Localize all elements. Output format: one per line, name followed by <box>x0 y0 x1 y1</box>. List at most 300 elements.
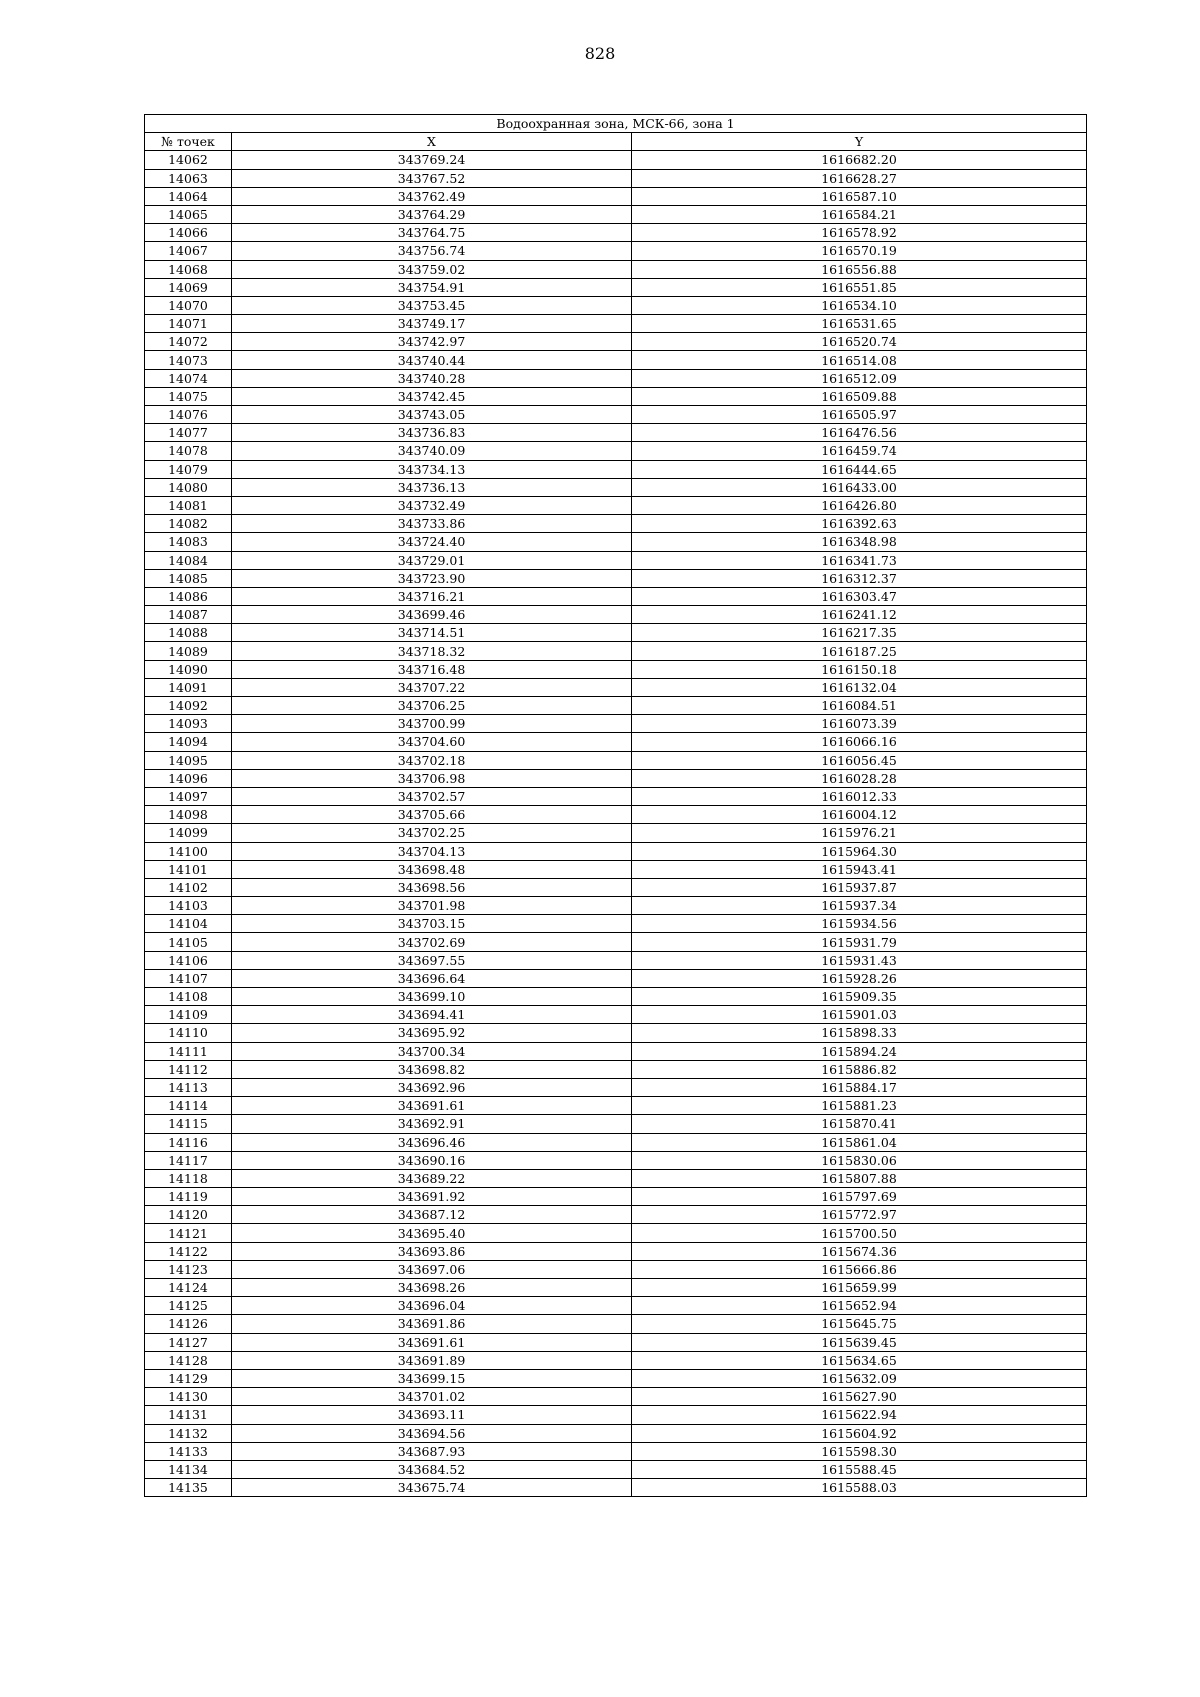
cell-y: 1615588.45 <box>632 1460 1087 1478</box>
table-row <box>145 751 1087 769</box>
table-row <box>145 1297 1087 1315</box>
cell-x: 343687.12 <box>232 1206 632 1224</box>
cell-x: 343723.90 <box>232 569 632 587</box>
table-row <box>145 1260 1087 1278</box>
cell-x: 343764.75 <box>232 224 632 242</box>
cell-y: 1615622.94 <box>632 1406 1087 1424</box>
table-row <box>145 315 1087 333</box>
table-title: Водоохранная зона, МСК-66, зона 1 <box>145 115 1087 133</box>
table-row <box>145 1042 1087 1060</box>
cell-x: 343742.45 <box>232 387 632 405</box>
cell-x: 343701.98 <box>232 897 632 915</box>
table-row <box>145 1460 1087 1478</box>
cell-x: 343699.15 <box>232 1369 632 1387</box>
table-row <box>145 678 1087 696</box>
cell-y: 1616505.97 <box>632 406 1087 424</box>
cell-point-number: 14129 <box>145 1369 232 1387</box>
cell-point-number: 14106 <box>145 951 232 969</box>
cell-point-number: 14126 <box>145 1315 232 1333</box>
cell-x: 343724.40 <box>232 533 632 551</box>
cell-point-number: 14099 <box>145 824 232 842</box>
cell-point-number: 14097 <box>145 787 232 805</box>
cell-x: 343707.22 <box>232 678 632 696</box>
table-row <box>145 1006 1087 1024</box>
table-row <box>145 1479 1087 1497</box>
cell-point-number: 14134 <box>145 1460 232 1478</box>
table-row <box>145 842 1087 860</box>
table-row <box>145 806 1087 824</box>
table-row <box>145 424 1087 442</box>
table-row <box>145 897 1087 915</box>
cell-x: 343729.01 <box>232 551 632 569</box>
cell-x: 343740.09 <box>232 442 632 460</box>
cell-x: 343736.13 <box>232 478 632 496</box>
column-header-y: Y <box>632 133 1087 151</box>
cell-y: 1615901.03 <box>632 1006 1087 1024</box>
cell-x: 343706.25 <box>232 697 632 715</box>
cell-y: 1616512.09 <box>632 369 1087 387</box>
cell-x: 343742.97 <box>232 333 632 351</box>
table-row <box>145 478 1087 496</box>
cell-point-number: 14103 <box>145 897 232 915</box>
cell-y: 1615934.56 <box>632 915 1087 933</box>
cell-point-number: 14128 <box>145 1351 232 1369</box>
cell-x: 343704.13 <box>232 842 632 860</box>
cell-point-number: 14071 <box>145 315 232 333</box>
cell-point-number: 14074 <box>145 369 232 387</box>
cell-x: 343692.91 <box>232 1115 632 1133</box>
cell-x: 343696.46 <box>232 1133 632 1151</box>
cell-point-number: 14069 <box>145 278 232 296</box>
cell-y: 1616433.00 <box>632 478 1087 496</box>
table-row <box>145 1406 1087 1424</box>
cell-x: 343697.55 <box>232 951 632 969</box>
cell-x: 343702.69 <box>232 933 632 951</box>
table-row <box>145 969 1087 987</box>
cell-point-number: 14125 <box>145 1297 232 1315</box>
table-row <box>145 460 1087 478</box>
cell-x: 343691.92 <box>232 1188 632 1206</box>
coordinates-table <box>144 114 1087 1497</box>
cell-point-number: 14110 <box>145 1024 232 1042</box>
cell-y: 1616392.63 <box>632 515 1087 533</box>
table-row <box>145 1060 1087 1078</box>
cell-x: 343691.61 <box>232 1333 632 1351</box>
cell-x: 343704.60 <box>232 733 632 751</box>
cell-x: 343684.52 <box>232 1460 632 1478</box>
cell-point-number: 14120 <box>145 1206 232 1224</box>
table-row <box>145 569 1087 587</box>
cell-x: 343716.21 <box>232 587 632 605</box>
cell-y: 1615652.94 <box>632 1297 1087 1315</box>
table-row <box>145 1115 1087 1133</box>
table-row <box>145 260 1087 278</box>
table-row <box>145 1388 1087 1406</box>
cell-point-number: 14092 <box>145 697 232 715</box>
cell-point-number: 14093 <box>145 715 232 733</box>
cell-x: 343740.28 <box>232 369 632 387</box>
cell-x: 343689.22 <box>232 1169 632 1187</box>
table-row <box>145 169 1087 187</box>
cell-y: 1616056.45 <box>632 751 1087 769</box>
cell-y: 1616217.35 <box>632 624 1087 642</box>
table-row <box>145 1333 1087 1351</box>
cell-x: 343700.34 <box>232 1042 632 1060</box>
cell-y: 1615881.23 <box>632 1097 1087 1115</box>
cell-x: 343703.15 <box>232 915 632 933</box>
cell-y: 1615830.06 <box>632 1151 1087 1169</box>
cell-x: 343698.82 <box>232 1060 632 1078</box>
cell-point-number: 14117 <box>145 1151 232 1169</box>
cell-y: 1616341.73 <box>632 551 1087 569</box>
table-row <box>145 187 1087 205</box>
cell-y: 1616556.88 <box>632 260 1087 278</box>
cell-y: 1615931.79 <box>632 933 1087 951</box>
table-title-row <box>145 115 1087 133</box>
cell-x: 343691.61 <box>232 1097 632 1115</box>
cell-point-number: 14124 <box>145 1279 232 1297</box>
cell-point-number: 14084 <box>145 551 232 569</box>
cell-point-number: 14098 <box>145 806 232 824</box>
table-row <box>145 1279 1087 1297</box>
cell-y: 1615604.92 <box>632 1424 1087 1442</box>
cell-y: 1615674.36 <box>632 1242 1087 1260</box>
cell-y: 1616028.28 <box>632 769 1087 787</box>
cell-point-number: 14131 <box>145 1406 232 1424</box>
cell-x: 343754.91 <box>232 278 632 296</box>
cell-y: 1615634.65 <box>632 1351 1087 1369</box>
cell-x: 343697.06 <box>232 1260 632 1278</box>
cell-y: 1616348.98 <box>632 533 1087 551</box>
cell-point-number: 14107 <box>145 969 232 987</box>
table-row <box>145 1369 1087 1387</box>
cell-y: 1616073.39 <box>632 715 1087 733</box>
cell-x: 343699.10 <box>232 988 632 1006</box>
table-body <box>145 151 1087 1497</box>
cell-y: 1615886.82 <box>632 1060 1087 1078</box>
table-row <box>145 1315 1087 1333</box>
cell-point-number: 14089 <box>145 642 232 660</box>
cell-point-number: 14085 <box>145 569 232 587</box>
cell-y: 1615632.09 <box>632 1369 1087 1387</box>
cell-x: 343743.05 <box>232 406 632 424</box>
cell-point-number: 14115 <box>145 1115 232 1133</box>
cell-point-number: 14082 <box>145 515 232 533</box>
page-number: 828 <box>584 44 616 63</box>
table-row <box>145 351 1087 369</box>
cell-y: 1616509.88 <box>632 387 1087 405</box>
cell-point-number: 14086 <box>145 587 232 605</box>
cell-point-number: 14083 <box>145 533 232 551</box>
cell-point-number: 14123 <box>145 1260 232 1278</box>
cell-y: 1615870.41 <box>632 1115 1087 1133</box>
cell-x: 343702.25 <box>232 824 632 842</box>
cell-point-number: 14067 <box>145 242 232 260</box>
cell-point-number: 14091 <box>145 678 232 696</box>
cell-point-number: 14114 <box>145 1097 232 1115</box>
cell-y: 1615937.34 <box>632 897 1087 915</box>
cell-x: 343706.98 <box>232 769 632 787</box>
table-row <box>145 1133 1087 1151</box>
cell-y: 1616578.92 <box>632 224 1087 242</box>
cell-point-number: 14118 <box>145 1169 232 1187</box>
cell-y: 1616531.65 <box>632 315 1087 333</box>
cell-x: 343749.17 <box>232 315 632 333</box>
cell-point-number: 14063 <box>145 169 232 187</box>
cell-point-number: 14111 <box>145 1042 232 1060</box>
cell-y: 1615797.69 <box>632 1188 1087 1206</box>
cell-y: 1616459.74 <box>632 442 1087 460</box>
table-row <box>145 296 1087 314</box>
table-row <box>145 697 1087 715</box>
cell-point-number: 14135 <box>145 1479 232 1497</box>
cell-y: 1616628.27 <box>632 169 1087 187</box>
cell-x: 343698.56 <box>232 878 632 896</box>
cell-x: 343740.44 <box>232 351 632 369</box>
table-header-row <box>145 133 1087 151</box>
table-row <box>145 442 1087 460</box>
cell-point-number: 14130 <box>145 1388 232 1406</box>
cell-point-number: 14079 <box>145 460 232 478</box>
table-row <box>145 787 1087 805</box>
column-header-point-number: № точек <box>145 133 232 151</box>
cell-x: 343692.96 <box>232 1078 632 1096</box>
cell-x: 343699.46 <box>232 606 632 624</box>
table-row <box>145 824 1087 842</box>
table-row <box>145 915 1087 933</box>
table-row <box>145 551 1087 569</box>
cell-y: 1615931.43 <box>632 951 1087 969</box>
table-row <box>145 769 1087 787</box>
table-row <box>145 642 1087 660</box>
cell-x: 343705.66 <box>232 806 632 824</box>
table-row <box>145 715 1087 733</box>
cell-point-number: 14072 <box>145 333 232 351</box>
cell-x: 343695.40 <box>232 1224 632 1242</box>
cell-x: 343691.86 <box>232 1315 632 1333</box>
table-row <box>145 733 1087 751</box>
cell-y: 1615894.24 <box>632 1042 1087 1060</box>
cell-point-number: 14133 <box>145 1442 232 1460</box>
cell-y: 1616312.37 <box>632 569 1087 587</box>
cell-x: 343691.89 <box>232 1351 632 1369</box>
cell-x: 343675.74 <box>232 1479 632 1497</box>
cell-y: 1615772.97 <box>632 1206 1087 1224</box>
cell-point-number: 14108 <box>145 988 232 1006</box>
cell-y: 1616066.16 <box>632 733 1087 751</box>
cell-x: 343693.11 <box>232 1406 632 1424</box>
cell-x: 343698.26 <box>232 1279 632 1297</box>
cell-y: 1616241.12 <box>632 606 1087 624</box>
cell-x: 343698.48 <box>232 860 632 878</box>
table-row <box>145 151 1087 169</box>
table-row <box>145 1424 1087 1442</box>
table-row <box>145 1078 1087 1096</box>
cell-y: 1615928.26 <box>632 969 1087 987</box>
cell-y: 1615884.17 <box>632 1078 1087 1096</box>
cell-y: 1615666.86 <box>632 1260 1087 1278</box>
cell-point-number: 14102 <box>145 878 232 896</box>
table-row <box>145 496 1087 514</box>
cell-point-number: 14119 <box>145 1188 232 1206</box>
table-row <box>145 533 1087 551</box>
cell-x: 343700.99 <box>232 715 632 733</box>
table-row <box>145 369 1087 387</box>
cell-point-number: 14100 <box>145 842 232 860</box>
cell-point-number: 14076 <box>145 406 232 424</box>
table-row <box>145 1188 1087 1206</box>
cell-x: 343733.86 <box>232 515 632 533</box>
cell-x: 343762.49 <box>232 187 632 205</box>
table-row <box>145 1151 1087 1169</box>
cell-y: 1616520.74 <box>632 333 1087 351</box>
cell-x: 343753.45 <box>232 296 632 314</box>
cell-x: 343736.83 <box>232 424 632 442</box>
cell-point-number: 14132 <box>145 1424 232 1442</box>
cell-point-number: 14078 <box>145 442 232 460</box>
cell-y: 1616150.18 <box>632 660 1087 678</box>
cell-point-number: 14066 <box>145 224 232 242</box>
table-row <box>145 933 1087 951</box>
cell-y: 1616187.25 <box>632 642 1087 660</box>
cell-y: 1616570.19 <box>632 242 1087 260</box>
cell-x: 343702.18 <box>232 751 632 769</box>
table-row <box>145 606 1087 624</box>
cell-y: 1616426.80 <box>632 496 1087 514</box>
cell-point-number: 14113 <box>145 1078 232 1096</box>
table-row <box>145 1351 1087 1369</box>
cell-y: 1616514.08 <box>632 351 1087 369</box>
cell-point-number: 14081 <box>145 496 232 514</box>
cell-x: 343694.56 <box>232 1424 632 1442</box>
cell-y: 1616584.21 <box>632 205 1087 223</box>
cell-point-number: 14068 <box>145 260 232 278</box>
cell-y: 1615898.33 <box>632 1024 1087 1042</box>
cell-y: 1616534.10 <box>632 296 1087 314</box>
table-row <box>145 587 1087 605</box>
table-row <box>145 1242 1087 1260</box>
cell-y: 1616004.12 <box>632 806 1087 824</box>
cell-point-number: 14127 <box>145 1333 232 1351</box>
cell-y: 1615976.21 <box>632 824 1087 842</box>
table-row <box>145 1024 1087 1042</box>
cell-y: 1615700.50 <box>632 1224 1087 1242</box>
cell-y: 1615645.75 <box>632 1315 1087 1333</box>
cell-y: 1615964.30 <box>632 842 1087 860</box>
cell-point-number: 14121 <box>145 1224 232 1242</box>
cell-y: 1615937.87 <box>632 878 1087 896</box>
cell-y: 1616303.47 <box>632 587 1087 605</box>
cell-point-number: 14065 <box>145 205 232 223</box>
cell-y: 1615639.45 <box>632 1333 1087 1351</box>
cell-point-number: 14075 <box>145 387 232 405</box>
cell-point-number: 14122 <box>145 1242 232 1260</box>
cell-point-number: 14096 <box>145 769 232 787</box>
table-row <box>145 860 1087 878</box>
cell-y: 1615909.35 <box>632 988 1087 1006</box>
cell-point-number: 14077 <box>145 424 232 442</box>
cell-point-number: 14112 <box>145 1060 232 1078</box>
table-row <box>145 1224 1087 1242</box>
cell-x: 343694.41 <box>232 1006 632 1024</box>
cell-point-number: 14062 <box>145 151 232 169</box>
cell-y: 1616476.56 <box>632 424 1087 442</box>
cell-point-number: 14101 <box>145 860 232 878</box>
cell-y: 1616551.85 <box>632 278 1087 296</box>
cell-point-number: 14090 <box>145 660 232 678</box>
cell-x: 343718.32 <box>232 642 632 660</box>
cell-y: 1615807.88 <box>632 1169 1087 1187</box>
cell-x: 343769.24 <box>232 151 632 169</box>
cell-y: 1616587.10 <box>632 187 1087 205</box>
cell-y: 1616132.04 <box>632 678 1087 696</box>
column-header-x: X <box>232 133 632 151</box>
cell-x: 343714.51 <box>232 624 632 642</box>
cell-point-number: 14073 <box>145 351 232 369</box>
cell-x: 343696.04 <box>232 1297 632 1315</box>
cell-point-number: 14070 <box>145 296 232 314</box>
cell-point-number: 14094 <box>145 733 232 751</box>
cell-x: 343693.86 <box>232 1242 632 1260</box>
table-row <box>145 988 1087 1006</box>
cell-point-number: 14116 <box>145 1133 232 1151</box>
cell-x: 343756.74 <box>232 242 632 260</box>
cell-x: 343759.02 <box>232 260 632 278</box>
cell-point-number: 14064 <box>145 187 232 205</box>
cell-y: 1616682.20 <box>632 151 1087 169</box>
cell-x: 343701.02 <box>232 1388 632 1406</box>
cell-y: 1615659.99 <box>632 1279 1087 1297</box>
cell-x: 343687.93 <box>232 1442 632 1460</box>
table-row <box>145 224 1087 242</box>
cell-x: 343767.52 <box>232 169 632 187</box>
cell-x: 343696.64 <box>232 969 632 987</box>
table-row <box>145 278 1087 296</box>
table-row <box>145 624 1087 642</box>
table-row <box>145 1097 1087 1115</box>
table-row <box>145 205 1087 223</box>
cell-y: 1615588.03 <box>632 1479 1087 1497</box>
cell-x: 343716.48 <box>232 660 632 678</box>
cell-y: 1615598.30 <box>632 1442 1087 1460</box>
table-row <box>145 515 1087 533</box>
cell-point-number: 14105 <box>145 933 232 951</box>
cell-x: 343702.57 <box>232 787 632 805</box>
cell-y: 1616084.51 <box>632 697 1087 715</box>
cell-y: 1615943.41 <box>632 860 1087 878</box>
cell-point-number: 14087 <box>145 606 232 624</box>
cell-x: 343695.92 <box>232 1024 632 1042</box>
table-row <box>145 1442 1087 1460</box>
cell-x: 343732.49 <box>232 496 632 514</box>
table-row <box>145 878 1087 896</box>
cell-y: 1615861.04 <box>632 1133 1087 1151</box>
table-row <box>145 406 1087 424</box>
cell-point-number: 14088 <box>145 624 232 642</box>
cell-point-number: 14095 <box>145 751 232 769</box>
table-row <box>145 1206 1087 1224</box>
cell-x: 343764.29 <box>232 205 632 223</box>
table-row <box>145 387 1087 405</box>
cell-point-number: 14104 <box>145 915 232 933</box>
cell-point-number: 14080 <box>145 478 232 496</box>
table-row <box>145 1169 1087 1187</box>
cell-x: 343690.16 <box>232 1151 632 1169</box>
cell-point-number: 14109 <box>145 1006 232 1024</box>
cell-y: 1616444.65 <box>632 460 1087 478</box>
cell-y: 1615627.90 <box>632 1388 1087 1406</box>
table-row <box>145 660 1087 678</box>
